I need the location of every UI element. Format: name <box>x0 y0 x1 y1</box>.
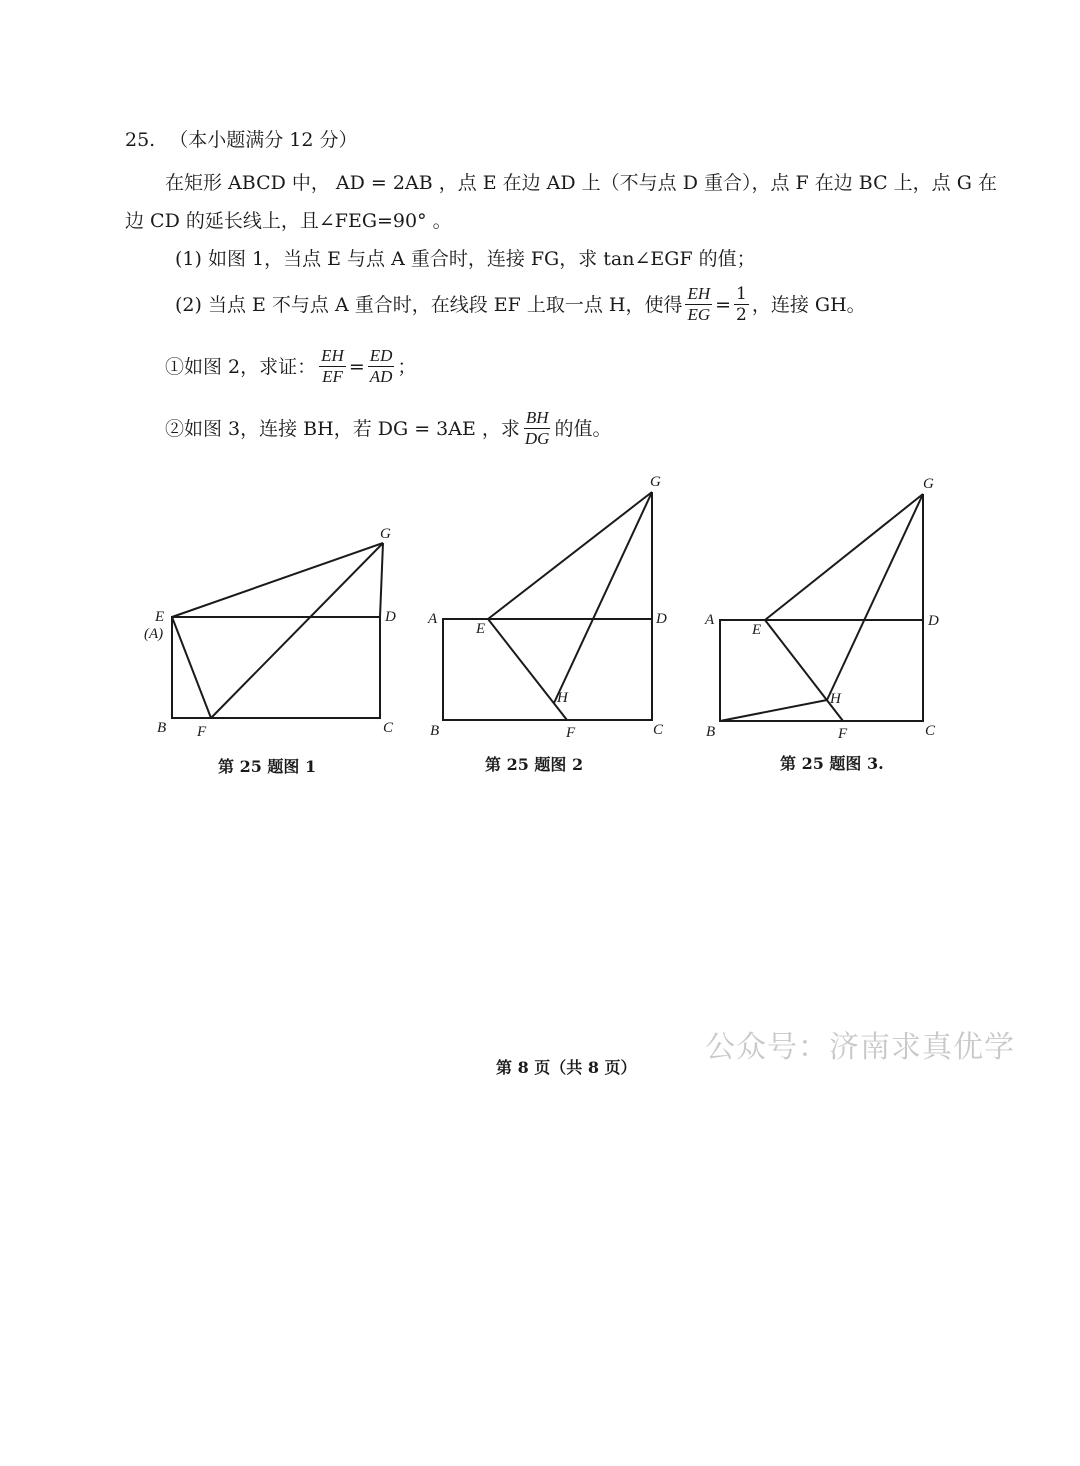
segment-eg <box>172 543 383 617</box>
equals-sign: = <box>348 355 365 378</box>
label-F: F <box>838 726 848 742</box>
fraction-numerator: EH <box>321 346 344 365</box>
sub-2-text-end: 的值。 <box>554 417 612 440</box>
label-G: G <box>923 476 934 492</box>
part-2-text-end: ，连接 GH。 <box>751 293 866 316</box>
figure-3-caption: 第 25 题图 3. <box>780 754 884 773</box>
segment-gh <box>827 494 923 700</box>
label-B: B <box>430 723 440 739</box>
label-F: F <box>197 724 207 740</box>
label-C: C <box>925 723 936 739</box>
label-E: E <box>752 622 762 638</box>
part-1: (1) 如图 1，当点 E 与点 A 重合时，连接 FG，求 tan∠EGF 的值； <box>175 248 756 270</box>
segment-ef <box>172 617 211 718</box>
fraction-denominator: 2 <box>736 305 747 325</box>
rectangle-abcd <box>172 617 380 718</box>
label-B: B <box>706 724 716 740</box>
figure-2 <box>443 492 652 720</box>
fraction-numerator: EH <box>687 284 711 303</box>
label-A: A <box>428 611 438 627</box>
sub-1-text-end: ； <box>397 355 417 378</box>
sub-2-text: ②如图 3，连接 BH，若 DG = 3AE ，求 <box>165 417 520 440</box>
stem-line-2: 边 CD 的延长线上，且∠FEG=90° 。 <box>125 210 452 232</box>
label-B: B <box>157 720 167 736</box>
label-C: C <box>383 720 394 736</box>
segment-dg <box>380 543 383 617</box>
fraction-numerator: BH <box>525 408 549 427</box>
stem-line-1: 在矩形 ABCD 中， AD = 2AB ，点 E 在边 AD 上（不与点 D 重合），点 F 在边 BC 上，点 G 在 <box>165 172 997 194</box>
label-G: G <box>650 474 661 490</box>
figure-2-caption: 第 25 题图 2 <box>485 755 584 774</box>
fraction-numerator: 1 <box>736 284 747 304</box>
score-note: （本小题满分 12 分） <box>169 129 358 151</box>
segment-fg <box>211 543 383 718</box>
label-E: E <box>476 621 486 637</box>
fraction-denominator: EG <box>687 305 711 324</box>
label-H: H <box>830 691 841 707</box>
part-2-text: (2) 当点 E 不与点 A 重合时，在线段 EF 上取一点 H，使得 <box>175 293 683 316</box>
rectangle-abcd <box>443 619 652 720</box>
page-footer: 第 8 页（共 8 页） <box>496 1058 637 1077</box>
figure-1 <box>172 543 383 718</box>
label-A: A <box>705 612 715 628</box>
fraction-denominator: EF <box>322 367 343 386</box>
label-D: D <box>656 611 667 627</box>
segment-bh <box>720 700 827 721</box>
figure-3 <box>720 494 923 721</box>
figure-1-caption: 第 25 题图 1 <box>218 757 317 776</box>
sub-1-text: ①如图 2，求证： <box>165 355 317 378</box>
segment-ef <box>488 619 567 720</box>
segment-eg <box>765 494 923 620</box>
segment-gh <box>554 492 652 703</box>
fraction-denominator: AD <box>369 367 393 386</box>
rectangle-abcd <box>720 620 923 721</box>
label-E: E <box>155 609 165 625</box>
label-F: F <box>566 725 576 741</box>
label-C: C <box>653 722 664 738</box>
label-D: D <box>928 613 939 629</box>
label-G: G <box>380 526 391 542</box>
label-D: D <box>385 609 396 625</box>
question-number: 25. <box>125 129 156 151</box>
label-H: H <box>557 690 568 706</box>
label-A: (A) <box>144 626 164 642</box>
equals-sign: = <box>715 293 732 316</box>
segment-eg <box>488 492 652 619</box>
fraction-denominator: DG <box>524 429 550 448</box>
watermark: 公众号：济南求真优学 <box>705 1030 1015 1065</box>
fraction-numerator: ED <box>369 346 393 365</box>
